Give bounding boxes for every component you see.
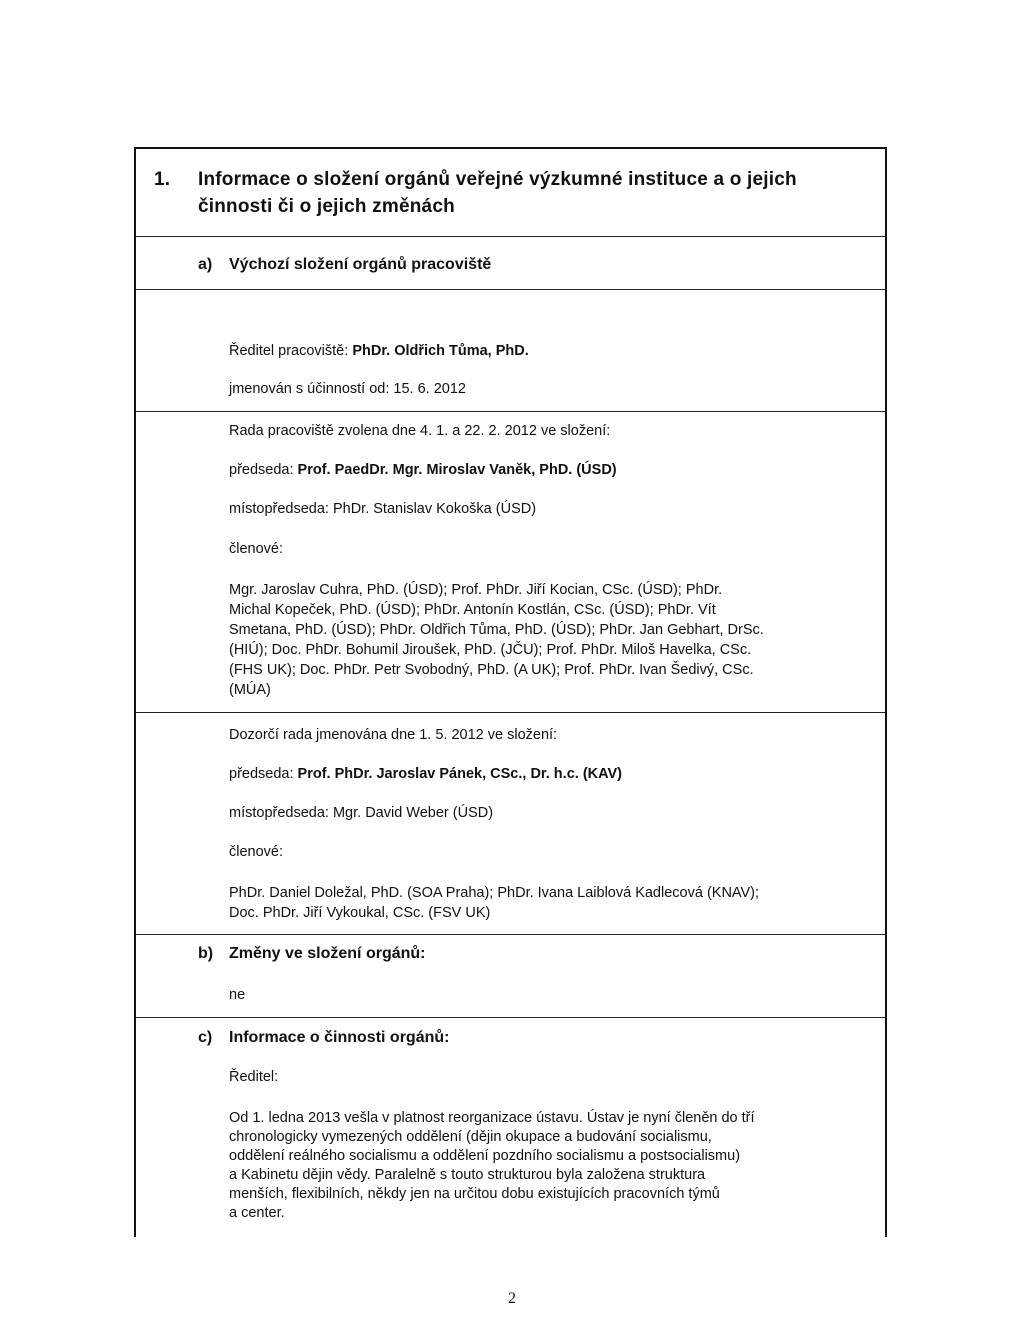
council-members-line: Smetana, PhD. (ÚSD); PhDr. Oldřich Tůma, PhD. (ÚSD); PhDr. Jan Gebhart, DrSc. xyxy=(229,622,764,638)
document-frame xyxy=(134,147,887,1237)
divider xyxy=(136,411,885,412)
paragraph-line: menších, flexibilních, někdy jen na určitou dobu existujících pracovních týmů xyxy=(229,1186,720,1202)
section-b-label: b) xyxy=(198,945,214,962)
supervisory-members-line: PhDr. Daniel Doležal, PhD. (SOA Praha); PhDr. Ivana Laiblová Kadlecová (KNAV); xyxy=(229,885,760,901)
paragraph-line: oddělení reálného socialismu a oddělení pozdního socialismu a postsocialismu) xyxy=(229,1148,741,1164)
director-prefix: Ředitel pracoviště: xyxy=(229,343,349,359)
paragraph-line: a center. xyxy=(229,1205,285,1221)
divider xyxy=(136,934,885,935)
council-chair-prefix: předseda: xyxy=(229,462,294,478)
supervisory-members-line: Doc. PhDr. Jiří Vykoukal, CSc. (FSV UK) xyxy=(229,905,491,921)
council-members-line: (FHS UK); Doc. PhDr. Petr Svobodný, PhD. (A UK); Prof. PhDr. Ivan Šedivý, CSc. xyxy=(229,662,754,678)
section-b-value: ne xyxy=(229,987,246,1003)
appointed-line: jmenován s účinností od: 15. 6. 2012 xyxy=(229,381,466,397)
page-number: 2 xyxy=(508,1290,516,1307)
director-name: PhDr. Oldřich Tůma, PhD. xyxy=(352,343,529,359)
supervisory-members-label: členové: xyxy=(229,844,284,860)
heading-line-2: činnosti či o jejich změnách xyxy=(198,196,455,217)
council-members-line: (HIÚ); Doc. PhDr. Bohumil Jiroušek, PhD. (JČU); Prof. PhDr. Miloš Havelka, CSc. xyxy=(229,642,752,658)
divider xyxy=(136,712,885,713)
supervisory-chair-line xyxy=(229,766,622,782)
council-intro: Rada pracoviště zvolena dne 4. 1. a 22. 2. 2012 ve složení: xyxy=(229,423,611,439)
divider xyxy=(136,289,885,290)
supervisory-vice: místopředseda: Mgr. David Weber (ÚSD) xyxy=(229,805,494,821)
council-chair: Prof. PaedDr. Mgr. Miroslav Vaněk, PhD. (ÚSD) xyxy=(297,462,617,478)
supervisory-intro: Dozorčí rada jmenována dne 1. 5. 2012 ve složení: xyxy=(229,727,558,743)
supervisory-chair: Prof. PhDr. Jaroslav Pánek, CSc., Dr. h.c. (KAV) xyxy=(297,766,623,782)
council-members-line: (MÚA) xyxy=(229,682,271,698)
heading-line-1: Informace o složení orgánů veřejné výzkumné instituce a o jejich xyxy=(198,169,797,190)
heading-number: 1. xyxy=(154,169,171,190)
council-vice: místopředseda: PhDr. Stanislav Kokoška (ÚSD) xyxy=(229,501,537,517)
council-chair-line xyxy=(229,462,617,478)
section-c-director-label: Ředitel: xyxy=(229,1069,279,1085)
section-b-title: Změny ve složení orgánů: xyxy=(229,945,426,962)
section-c-label: c) xyxy=(198,1029,213,1046)
paragraph-line: Od 1. ledna 2013 vešla v platnost reorganizace ústavu. Ústav je nyní členěn do tří xyxy=(229,1110,755,1126)
section-c-title: Informace o činnosti orgánů: xyxy=(229,1029,450,1046)
divider xyxy=(136,1017,885,1018)
director-line xyxy=(229,343,529,359)
supervisory-chair-prefix: předseda: xyxy=(229,766,294,782)
council-members-label: členové: xyxy=(229,541,284,557)
council-members-line: Mgr. Jaroslav Cuhra, PhD. (ÚSD); Prof. PhDr. Jiří Kocian, CSc. (ÚSD); PhDr. xyxy=(229,582,723,598)
divider xyxy=(136,236,885,237)
paragraph-line: chronologicky vymezených oddělení (dějin okupace a budování socialismu, xyxy=(229,1129,712,1145)
section-a-title: Výchozí složení orgánů pracoviště xyxy=(229,256,492,273)
paragraph-line: a Kabinetu dějin vědy. Paralelně s touto strukturou byla založena struktura xyxy=(229,1167,706,1183)
council-members-line: Michal Kopeček, PhD. (ÚSD); PhDr. Antonín Kostlán, CSc. (ÚSD); PhDr. Vít xyxy=(229,602,716,618)
section-a-label: a) xyxy=(198,256,213,273)
